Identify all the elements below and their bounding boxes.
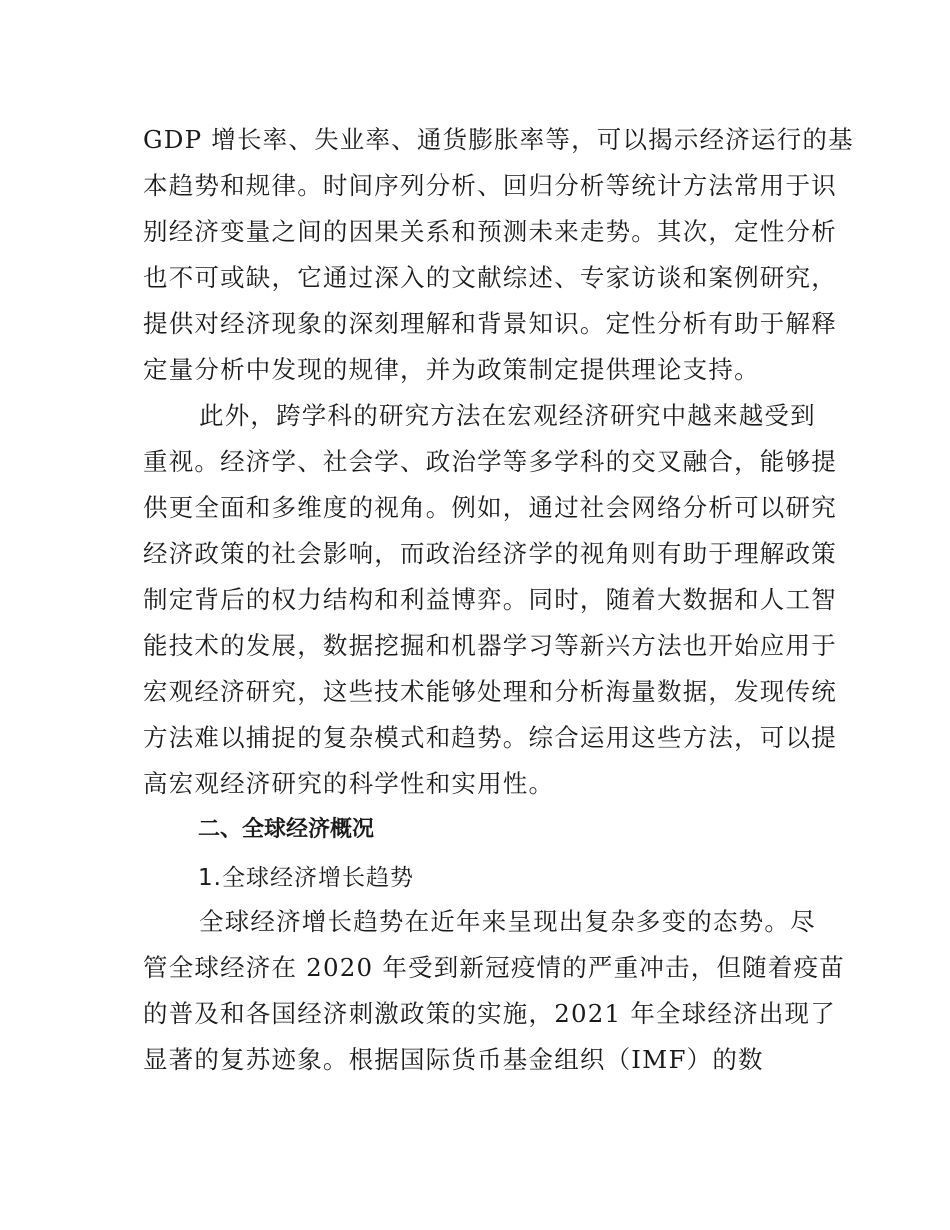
paragraph-1-line-2: 本趋势和规律。时间序列分析、回归分析等统计方法常用于识 [143, 171, 837, 200]
paragraph-2-line-9: 高宏观经济研究的科学性和实用性。 [143, 769, 555, 798]
paragraph-1-line-5: 提供对经济现象的深刻理解和背景知识。定性分析有助于解释 [143, 309, 837, 338]
subsection-heading: 1.全球经济增长趋势 [198, 865, 414, 891]
paragraph-2-line-4: 经济政策的社会影响，而政治经济学的视角则有助于理解政策 [143, 539, 837, 568]
paragraph-2-line-2: 重视。经济学、社会学、政治学等多学科的交叉融合，能够提 [143, 447, 837, 476]
section-paragraph-line-1: 全球经济增长趋势在近年来呈现出复杂多变的态势。尽 [199, 907, 816, 936]
paragraph-1-line-3: 别经济变量之间的因果关系和预测未来走势。其次，定性分析 [143, 217, 837, 246]
paragraph-2-line-1: 此外，跨学科的研究方法在宏观经济研究中越来越受到 [199, 401, 816, 430]
section-paragraph-line-4: 显著的复苏迹象。根据国际货币基金组织（IMF）的数 [143, 1045, 764, 1074]
paragraph-2-line-5: 制定背后的权力结构和利益博弈。同时，随着大数据和人工智 [143, 585, 837, 614]
section-heading: 二、全球经济概况 [198, 817, 375, 842]
paragraph-1-line-4: 也不可或缺，它通过深入的文献综述、专家访谈和案例研究， [143, 263, 837, 292]
section-paragraph-line-3: 的普及和各国经济刺激政策的实施，2021 年全球经济出现了 [143, 999, 836, 1028]
paragraph-2-line-3: 供更全面和多维度的视角。例如，通过社会网络分析可以研究 [143, 493, 837, 522]
paragraph-2-line-8: 方法难以捕捉的复杂模式和趋势。综合运用这些方法，可以提 [143, 723, 837, 752]
paragraph-1-line-1: GDP 增长率、失业率、通货膨胀率等，可以揭示经济运行的基 [143, 125, 854, 154]
section-paragraph-line-2: 管全球经济在 2020 年受到新冠疫情的严重冲击，但随着疫苗 [143, 953, 845, 982]
paragraph-2-line-7: 宏观经济研究，这些技术能够处理和分析海量数据，发现传统 [143, 677, 837, 706]
paragraph-2-line-6: 能技术的发展，数据挖掘和机器学习等新兴方法也开始应用于 [143, 631, 837, 660]
paragraph-1-line-6: 定量分析中发现的规律，并为政策制定提供理论支持。 [143, 355, 760, 384]
